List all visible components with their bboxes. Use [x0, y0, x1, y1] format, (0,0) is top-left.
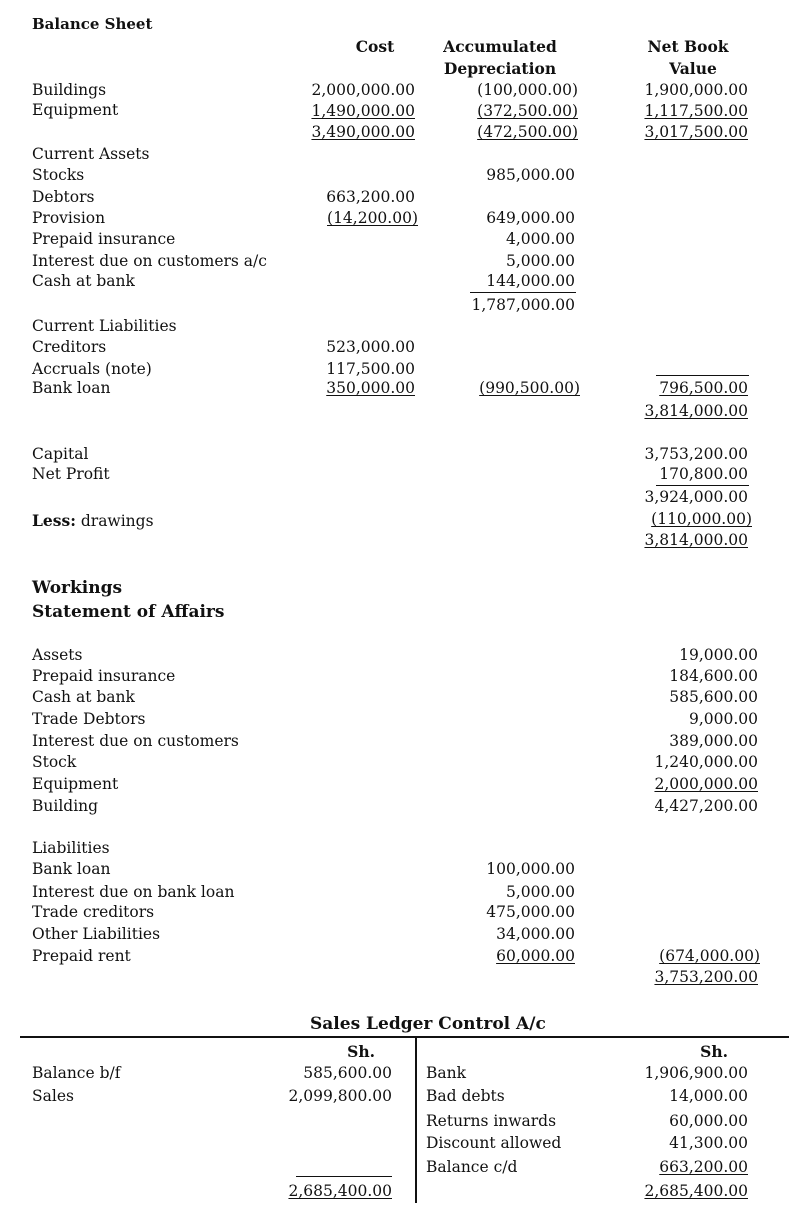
credit-value: 60,000.00 [669, 1112, 748, 1130]
liability-value: 60,000.00 [496, 947, 575, 965]
equipment-label: Equipment [32, 101, 119, 119]
liability-value: 5,000.00 [505, 883, 575, 901]
liability-label: Bank loan [32, 860, 111, 878]
current-assets-total: 1,787,000.00 [471, 296, 575, 314]
credit-label: Discount allowed [426, 1134, 562, 1152]
np-rule [656, 485, 749, 486]
col-header-accum-1: Accumulated [443, 37, 557, 56]
liability-label: Other Liabilities [32, 925, 161, 943]
equipment-cost: 1,490,000.00 [311, 102, 415, 120]
capital-value: 3,753,200.00 [644, 445, 748, 463]
accruals-value: 117,500.00 [326, 360, 415, 378]
stocks-label: Stocks [32, 166, 85, 184]
prepaid-label: Prepaid insurance [32, 230, 176, 248]
net-assets: 3,814,000.00 [644, 402, 748, 420]
net-profit-label: Net Profit [32, 465, 110, 483]
liabilities-heading: Liabilities [32, 839, 110, 857]
fixed-total-nbv: 3,017,500.00 [644, 123, 748, 141]
prepaid-value: 4,000.00 [505, 230, 575, 248]
asset-value: 19,000.00 [679, 646, 758, 664]
capital-total: 3,814,000.00 [644, 531, 748, 549]
interest-label: Interest due on customers a/c [32, 252, 267, 270]
debit-currency: Sh. [347, 1042, 375, 1061]
cash-label: Cash at bank [32, 272, 135, 290]
credit-value: 41,300.00 [669, 1134, 748, 1152]
assets-total: 4,427,200.00 [654, 797, 758, 815]
net-profit-value: 170,800.00 [659, 465, 748, 483]
debit-value: 585,600.00 [303, 1064, 392, 1082]
creditors-value: 523,000.00 [326, 338, 415, 356]
wc-rule [656, 375, 749, 376]
workings-title: Workings [32, 578, 123, 598]
capital-derived: 3,753,200.00 [654, 968, 758, 986]
credit-label: Bank [426, 1064, 467, 1082]
credit-value: 1,906,900.00 [644, 1064, 748, 1082]
fixed-total-cost: 3,490,000.00 [311, 123, 415, 141]
capital-subtotal: 3,924,000.00 [644, 488, 748, 506]
asset-value: 585,600.00 [669, 688, 758, 706]
accruals-label: Accruals (note) [32, 360, 152, 378]
buildings-dep: (100,000.00) [477, 81, 578, 99]
credit-label: Balance c/d [426, 1158, 518, 1176]
asset-label: Interest due on customers [32, 732, 239, 750]
interest-value: 5,000.00 [505, 252, 575, 270]
bank-loan-label: Bank loan [32, 379, 111, 397]
bank-loan-value: 350,000.00 [326, 379, 415, 397]
current-liabilities-total: (990,500.00) [479, 379, 580, 397]
asset-label: Prepaid insurance [32, 667, 176, 685]
debit-label: Sales [32, 1087, 74, 1105]
asset-label: Trade Debtors [32, 710, 146, 728]
credit-label: Bad debts [426, 1087, 505, 1105]
ledger-center-rule [415, 1038, 417, 1203]
provision-label: Provision [32, 209, 106, 227]
creditors-label: Creditors [32, 338, 107, 356]
less-label: Less: [32, 511, 76, 530]
equipment-nbv: 1,117,500.00 [644, 102, 748, 120]
ca-total-rule [470, 292, 576, 293]
credit-label: Returns inwards [426, 1112, 557, 1130]
current-assets-heading: Current Assets [32, 145, 150, 163]
fixed-total-dep: (472,500.00) [477, 123, 578, 141]
asset-label: Building [32, 797, 99, 815]
liability-value: 34,000.00 [496, 925, 575, 943]
stocks-value: 985,000.00 [486, 166, 575, 184]
working-capital: 796,500.00 [659, 379, 748, 397]
debit-total-rule [296, 1176, 392, 1177]
credit-currency: Sh. [700, 1042, 728, 1061]
asset-label: Stock [32, 753, 77, 771]
col-header-cost: Cost [355, 37, 395, 56]
capital-label: Capital [32, 445, 89, 463]
debit-label: Balance b/f [32, 1064, 121, 1082]
drawings-text: drawings [75, 512, 154, 530]
col-header-nbv-2: Value [669, 59, 717, 78]
asset-label: Cash at bank [32, 688, 135, 706]
buildings-cost: 2,000,000.00 [311, 81, 415, 99]
debit-total: 2,685,400.00 [288, 1182, 392, 1200]
debtors-value: 663,200.00 [326, 188, 415, 206]
col-header-nbv-1: Net Book [647, 37, 729, 56]
credit-value: 663,200.00 [659, 1158, 748, 1176]
net-debtors-value: 649,000.00 [486, 209, 575, 227]
credit-value: 14,000.00 [669, 1087, 748, 1105]
buildings-nbv: 1,900,000.00 [644, 81, 748, 99]
debit-value: 2,099,800.00 [288, 1087, 392, 1105]
statement-of-affairs-title: Statement of Affairs [32, 602, 225, 622]
current-liabilities-heading: Current Liabilities [32, 317, 177, 335]
liability-value: 100,000.00 [486, 860, 575, 878]
balance-sheet-title: Balance Sheet [32, 15, 153, 33]
asset-value: 184,600.00 [669, 667, 758, 685]
ledger-top-rule [20, 1036, 789, 1038]
provision-value: (14,200.00) [327, 209, 418, 227]
assets-heading: Assets [32, 646, 83, 664]
asset-label: Equipment [32, 775, 119, 793]
cash-value: 144,000.00 [486, 272, 575, 290]
liabilities-total: (674,000.00) [659, 947, 760, 965]
liability-label: Prepaid rent [32, 947, 131, 965]
buildings-label: Buildings [32, 81, 107, 99]
liability-label: Interest due on bank loan [32, 883, 235, 901]
ledger-title: Sales Ledger Control A/c [310, 1014, 546, 1034]
equipment-dep: (372,500.00) [477, 102, 578, 120]
liability-label: Trade creditors [32, 903, 155, 921]
debtors-label: Debtors [32, 188, 95, 206]
asset-value: 389,000.00 [669, 732, 758, 750]
liability-value: 475,000.00 [486, 903, 575, 921]
col-header-accum-2: Depreciation [443, 59, 557, 78]
asset-value: 2,000,000.00 [654, 775, 758, 793]
drawings-label [32, 513, 154, 530]
asset-value: 9,000.00 [688, 710, 758, 728]
credit-total: 2,685,400.00 [644, 1182, 748, 1200]
drawings-value: (110,000.00) [651, 510, 752, 528]
asset-value: 1,240,000.00 [654, 753, 758, 771]
